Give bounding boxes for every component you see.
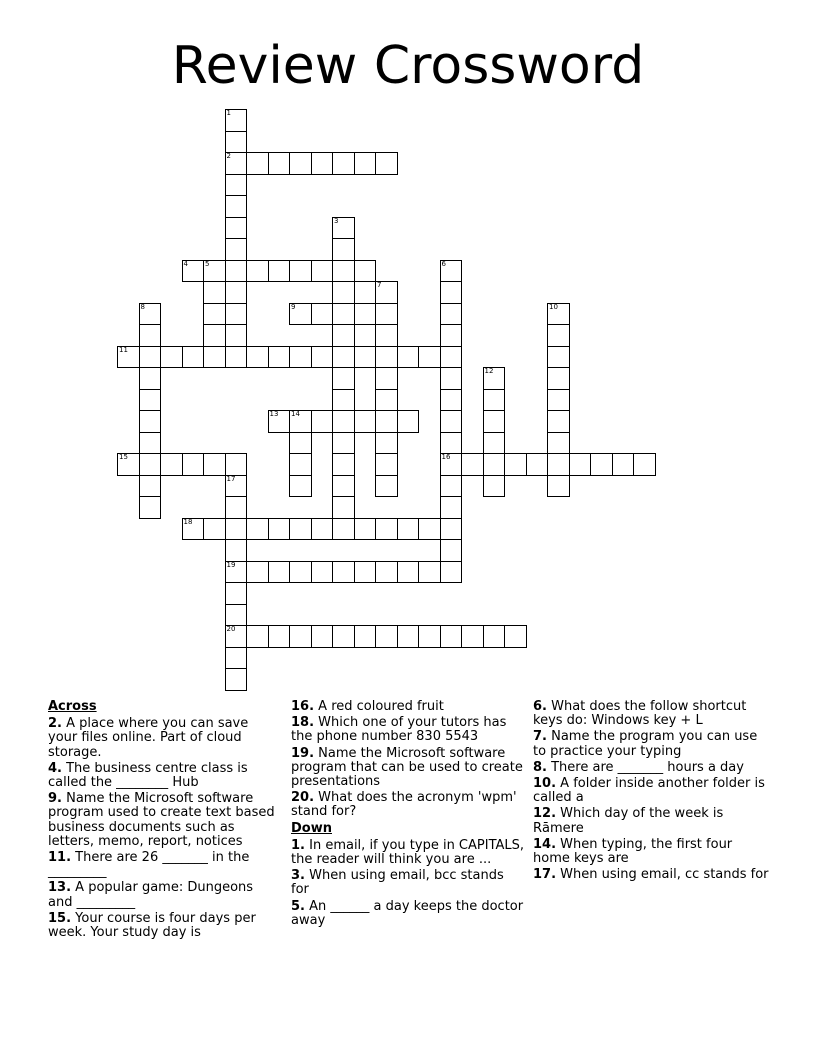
grid-cell[interactable] [268,346,291,369]
clue-number: 19 [226,560,236,569]
grid-cell[interactable] [311,152,334,175]
clue-text: There are _______ hours a day [546,759,744,775]
grid-cell[interactable] [483,410,506,433]
clue-number-label: 18. [291,715,315,731]
grid-cell[interactable] [440,260,463,283]
grid-cell[interactable] [354,410,377,433]
clue-number-label: 1. [291,837,305,853]
grid-cell[interactable] [440,432,463,455]
clue-number: 16 [441,453,451,461]
grid-cell[interactable] [397,561,420,584]
clues-column-1 [48,700,280,942]
grid-cell[interactable] [139,303,162,326]
grid-cell[interactable] [461,625,484,648]
grid-cell[interactable] [268,410,291,433]
grid-cell[interactable] [225,131,248,154]
grid-cell[interactable] [225,475,248,498]
grid-cell[interactable] [332,346,355,369]
grid-cell[interactable] [268,518,291,541]
grid-cell[interactable] [397,346,420,369]
grid-cell[interactable] [547,389,570,412]
clue [533,730,773,758]
clue-text: A place where you can save your files online. Part of cloud storage. [48,716,249,760]
clue-number: 20 [226,625,236,633]
grid-cell[interactable] [225,625,248,648]
grid-cell[interactable] [139,367,162,390]
grid-cell[interactable] [203,260,226,283]
grid-cell[interactable] [375,453,398,476]
grid-cell[interactable] [461,453,484,476]
clue-number: 11 [119,345,128,354]
grid-cell[interactable] [375,367,398,390]
grid-cell[interactable] [182,346,205,369]
grid-cell[interactable] [569,453,592,476]
grid-cell[interactable] [547,367,570,390]
clue-text: Name the Microsoft software program used to create text based business documents such as letters, memo, report, notices [48,791,275,849]
grid-cell[interactable] [375,152,398,175]
clue-number-label: 13. [48,880,72,896]
grid-cell[interactable] [332,625,355,648]
grid-cell[interactable] [354,260,377,283]
grid-cell[interactable] [246,152,269,175]
grid-cell[interactable] [289,410,312,433]
page-title: Review Crossword [171,36,645,96]
grid-cell[interactable] [332,324,355,347]
grid-cell[interactable] [139,453,162,476]
grid-cell[interactable] [440,561,463,584]
grid-cell[interactable] [590,453,613,476]
clue-text: Your course is four days per week. Your study day is [48,910,256,941]
grid-cell[interactable] [375,625,398,648]
grid-cell[interactable] [246,346,269,369]
clue-number: 13 [269,410,279,418]
grid-cell[interactable] [354,518,377,541]
clue-text: What does the acronym 'wpm' stand for? [291,790,517,820]
clue-number-label: 6. [533,699,547,714]
clue-text: There are 26 _______ in the _________ [48,850,250,880]
grid-cell[interactable] [332,561,355,584]
clue [48,912,280,940]
clue-number-label: 7. [533,729,547,745]
clue-text: When using email, bcc stands for [291,868,504,898]
clue-number-label: 5. [291,898,305,914]
grid-cell[interactable] [139,496,162,519]
grid-cell[interactable] [547,303,570,326]
grid-cell[interactable] [332,281,355,304]
clue-number-label: 15. [48,910,72,926]
grid-cell[interactable] [397,518,420,541]
grid-cell[interactable] [440,367,463,390]
grid-cell[interactable] [375,561,398,584]
grid-cell[interactable] [375,410,398,433]
grid-cell[interactable] [547,346,570,369]
grid-cell[interactable] [225,539,248,562]
grid-cell[interactable] [332,475,355,498]
grid-cell[interactable] [633,453,656,476]
grid-cell[interactable] [225,217,248,240]
grid-cell[interactable] [311,518,334,541]
grid-cell[interactable] [440,496,463,519]
clue-text: Name the program you can use to practice your typing [533,729,758,759]
grid-cell[interactable] [332,389,355,412]
clue [291,869,525,897]
grid-cell[interactable] [203,324,226,347]
grid-cell[interactable] [440,475,463,498]
clue [291,747,525,790]
clue [291,700,525,714]
grid-cell[interactable] [225,604,248,627]
grid-cell[interactable] [117,346,140,369]
grid-cell[interactable] [182,260,205,283]
grid-cell[interactable] [332,303,355,326]
grid-cell[interactable] [246,561,269,584]
grid-cell[interactable] [289,453,312,476]
clue-text: An ______ a day keeps the doctor away [291,898,524,928]
grid-cell[interactable] [440,518,463,541]
grid-cell[interactable] [547,324,570,347]
grid-cell[interactable] [440,303,463,326]
grid-cell[interactable] [354,561,377,584]
grid-cell[interactable] [225,195,248,218]
grid-cell[interactable] [311,260,334,283]
clue-text: What does the follow shortcut keys do: Windows key + L [533,699,747,729]
grid-cell[interactable] [203,281,226,304]
grid-cell[interactable] [203,346,226,369]
grid-cell[interactable] [225,303,248,326]
grid-cell[interactable] [375,518,398,541]
clue [533,777,773,805]
clue-number: 3 [334,216,339,225]
clue-text: When using email, cc stands for [556,867,769,883]
clue-number-label: 8. [533,759,547,775]
grid-cell[interactable] [225,518,248,541]
grid-cell[interactable] [332,496,355,519]
grid-cell[interactable] [504,625,527,648]
grid-cell[interactable] [139,324,162,347]
clue [48,762,280,790]
grid-cell[interactable] [332,367,355,390]
clue [48,851,280,879]
grid-cell[interactable] [332,217,355,240]
grid-cell[interactable] [311,410,334,433]
grid-cell[interactable] [440,625,463,648]
clue [48,717,280,760]
grid-cell[interactable] [332,432,355,455]
grid-cell[interactable] [547,453,570,476]
clue-number: 17 [226,474,236,483]
grid-cell[interactable] [246,518,269,541]
clue-text: Which day of the week is Rāmere [533,806,724,836]
grid-cell[interactable] [483,432,506,455]
clue-number: 6 [441,259,446,268]
grid-cell[interactable] [225,453,248,476]
clue [533,807,773,835]
clue [533,838,773,866]
grid-cell[interactable] [354,625,377,648]
clue-text: A folder inside another folder is called a [533,776,765,806]
grid-cell[interactable] [547,432,570,455]
clue-number: 15 [119,453,128,461]
clue-number: 8 [140,302,145,311]
clue-number: 4 [183,259,188,268]
clues-column-2 [291,700,525,930]
clue-text: Name the Microsoft software program that can be used to create presentations [291,745,523,790]
grid-cell[interactable] [139,475,162,498]
grid-cell[interactable] [397,410,420,433]
clue [533,868,773,882]
grid-cell[interactable] [311,346,334,369]
grid-cell[interactable] [268,260,291,283]
grid-cell[interactable] [440,389,463,412]
grid-cell[interactable] [268,625,291,648]
clue-number-label: 2. [48,716,62,732]
grid-cell[interactable] [182,518,205,541]
grid-cell[interactable] [225,109,248,132]
grid-cell[interactable] [483,625,506,648]
clue-number: 18 [183,517,193,526]
grid-cell[interactable] [311,561,334,584]
grid-cell[interactable] [332,260,355,283]
grid-cell[interactable] [289,561,312,584]
grid-cell[interactable] [375,475,398,498]
grid-cell[interactable] [483,367,506,390]
grid-cell[interactable] [203,518,226,541]
grid-cell[interactable] [289,625,312,648]
clue-number: 5 [205,259,210,268]
grid-cell[interactable] [375,389,398,412]
grid-cell[interactable] [418,346,441,369]
clue-number-label: 4. [48,760,62,776]
grid-cell[interactable] [440,346,463,369]
grid-cell[interactable] [504,453,527,476]
clue-number: 7 [377,281,382,289]
clue-text: A red coloured fruit [314,699,444,714]
grid-cell[interactable] [203,303,226,326]
clue [48,881,280,909]
grid-cell[interactable] [332,410,355,433]
grid-cell[interactable] [225,238,248,261]
grid-cell[interactable] [225,561,248,584]
clue-number-label: 9. [48,791,62,807]
grid-cell[interactable] [182,453,205,476]
grid-cell[interactable] [117,453,140,476]
grid-cell[interactable] [440,281,463,304]
clue-number-label: 19. [291,745,315,761]
clue-number: 14 [291,410,300,418]
clue-text: The business centre class is called the ________ Hub [48,760,248,791]
clue [291,900,525,928]
grid-cell[interactable] [225,668,248,691]
clue [291,839,525,867]
clue-number-label: 12. [533,806,557,822]
across-header: Across [48,699,97,714]
grid-cell[interactable] [225,174,248,197]
clue-text: In email, if you type in CAPITALS, the reader will think you are ... [291,837,525,868]
grid-cell[interactable] [268,152,291,175]
grid-cell[interactable] [332,518,355,541]
clue-number: 1 [226,109,231,117]
grid-cell[interactable] [225,260,248,283]
grid-cell[interactable] [526,453,549,476]
clue [533,700,773,728]
grid-cell[interactable] [418,561,441,584]
grid-cell[interactable] [160,346,183,369]
grid-cell[interactable] [483,453,506,476]
grid-cell[interactable] [289,432,312,455]
grid-cell[interactable] [354,152,377,175]
grid-cell[interactable] [483,475,506,498]
grid-cell[interactable] [139,389,162,412]
grid-cell[interactable] [375,303,398,326]
clue-text: Which one of your tutors has the phone number 830 5543 [291,715,507,745]
grid-cell[interactable] [354,303,377,326]
grid-cell[interactable] [160,453,183,476]
clue-text: When typing, the first four home keys are [533,836,733,867]
clue [48,792,280,849]
grid-cell[interactable] [354,346,377,369]
grid-cell[interactable] [139,410,162,433]
grid-cell[interactable] [547,475,570,498]
clue-number: 9 [291,302,296,311]
clue-number-label: 17. [533,867,557,883]
grid-cell[interactable] [440,324,463,347]
grid-cell[interactable] [289,518,312,541]
grid-cell[interactable] [547,410,570,433]
grid-cell[interactable] [246,625,269,648]
clue-text: A popular game: Dungeons and _________ [48,880,254,910]
grid-cell[interactable] [612,453,635,476]
grid-cell[interactable] [225,281,248,304]
clue [291,716,525,744]
grid-cell[interactable] [225,152,248,175]
grid-cell[interactable] [483,389,506,412]
clue-number-label: 16. [291,699,315,714]
grid-cell[interactable] [225,346,248,369]
grid-cell[interactable] [225,647,248,670]
grid-cell[interactable] [139,346,162,369]
grid-cell[interactable] [375,324,398,347]
grid-cell[interactable] [375,346,398,369]
grid-cell[interactable] [440,410,463,433]
clue-number: 10 [549,302,558,311]
clue-number-label: 3. [291,868,305,884]
clue-number-label: 11. [48,850,72,866]
grid-cell[interactable] [225,324,248,347]
grid-cell[interactable] [440,453,463,476]
clue-number-label: 14. [533,836,557,852]
clue-number: 12 [484,367,494,375]
clue-number-label: 10. [533,776,557,792]
clue-number: 2 [226,152,231,160]
clue [291,791,525,819]
grid-cell[interactable] [397,625,420,648]
grid-cell[interactable] [311,303,334,326]
grid-cell[interactable] [332,152,355,175]
clues-column-3 [533,700,773,884]
grid-cell[interactable] [139,432,162,455]
grid-cell[interactable] [375,281,398,304]
grid-cell[interactable] [225,496,248,519]
grid-cell[interactable] [289,475,312,498]
grid-cell[interactable] [332,453,355,476]
grid-cell[interactable] [375,432,398,455]
grid-cell[interactable] [289,346,312,369]
grid-cell[interactable] [311,625,334,648]
grid-cell[interactable] [268,561,291,584]
grid-cell[interactable] [418,518,441,541]
grid-cell[interactable] [440,539,463,562]
grid-cell[interactable] [246,260,269,283]
grid-cell[interactable] [418,625,441,648]
clue-number-label: 20. [291,790,315,806]
down-header: Down [291,820,332,836]
clue [533,761,773,775]
grid-cell[interactable] [289,260,312,283]
grid-cell[interactable] [332,238,355,261]
grid-cell[interactable] [203,453,226,476]
grid-cell[interactable] [289,303,312,326]
grid-cell[interactable] [289,152,312,175]
grid-cell[interactable] [225,582,248,605]
